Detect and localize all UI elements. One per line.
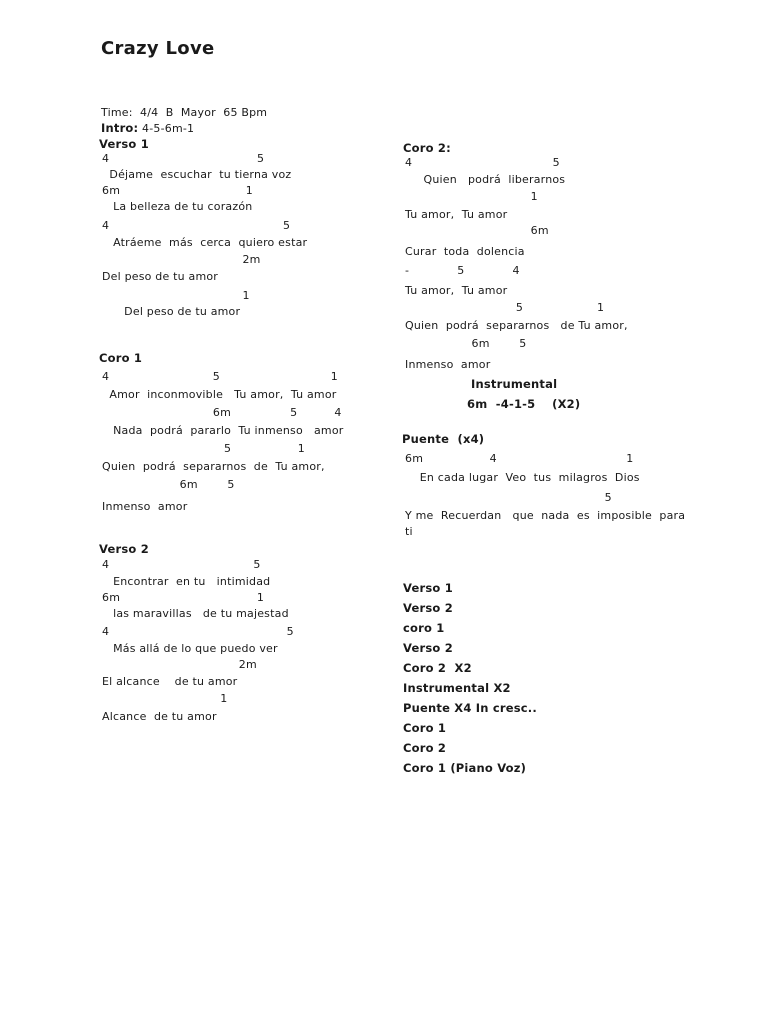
lyric-line: Del peso de tu amor bbox=[102, 270, 219, 283]
lyric-line: En cada lugar Veo tus milagros Dios bbox=[405, 471, 640, 484]
lyric-line: las maravillas de tu majestad bbox=[102, 607, 289, 620]
lyric-line: 6m 5 4 bbox=[102, 406, 342, 419]
lyric-line: Alcance de tu amor bbox=[102, 710, 217, 723]
lyric-line: Déjame escuchar tu tierna voz bbox=[102, 168, 292, 181]
lyric-line: 2m bbox=[102, 658, 257, 671]
lyric-line: Inmenso amor bbox=[102, 500, 188, 513]
instrumental-heading: Instrumental bbox=[471, 377, 558, 391]
lyric-line: Tu amor, Tu amor bbox=[405, 284, 508, 297]
time-line: Time: 4/4 B Mayor 65 Bpm bbox=[101, 106, 268, 119]
lyric-line: 4 5 bbox=[102, 219, 291, 232]
lyric-line: 4 5 bbox=[102, 625, 294, 638]
puente-heading: Puente (x4) bbox=[402, 432, 485, 446]
lyric-line: Y me Recuerdan que nada es imposible para bbox=[405, 509, 686, 522]
lyric-line: Quien podrá liberarnos bbox=[405, 173, 566, 186]
lyric-line: Tu amor, Tu amor bbox=[405, 208, 508, 221]
lyric-line: 1 bbox=[102, 289, 250, 302]
lyric-line: 1 bbox=[102, 692, 228, 705]
order-item: Verso 1 bbox=[403, 581, 453, 595]
coro2-heading: Coro 2: bbox=[403, 141, 451, 155]
lyric-line: ti bbox=[405, 525, 413, 538]
order-item: Verso 2 bbox=[403, 641, 453, 655]
lyric-line: Encontrar en tu intimidad bbox=[102, 575, 271, 588]
lyric-line: 5 1 bbox=[405, 301, 605, 314]
intro-value: 4-5-6m-1 bbox=[138, 122, 195, 135]
lyric-line: Del peso de tu amor bbox=[102, 305, 241, 318]
instrumental-chords: 6m -4-1-5 (X2) bbox=[467, 397, 581, 411]
coro1-heading: Coro 1 bbox=[99, 351, 143, 365]
order-item: Coro 1 bbox=[403, 721, 447, 735]
verso1-heading: Verso 1 bbox=[99, 137, 149, 151]
lyric-line: 6m 1 bbox=[102, 591, 265, 604]
intro-label: Intro: bbox=[101, 121, 139, 135]
lyric-line: 6m 5 bbox=[405, 337, 527, 350]
lyric-line: Nada podrá pararlo Tu inmenso amor bbox=[102, 424, 344, 437]
lyric-line: Inmenso amor bbox=[405, 358, 491, 371]
lyric-line: 6m 1 bbox=[102, 184, 253, 197]
lyric-line: La belleza de tu corazón bbox=[102, 200, 253, 213]
order-item: Coro 1 (Piano Voz) bbox=[403, 761, 527, 775]
lyric-line: 1 bbox=[405, 190, 538, 203]
lyric-line: 6m bbox=[405, 224, 549, 237]
intro-line bbox=[101, 122, 194, 135]
lyric-line: 5 bbox=[405, 491, 612, 504]
lyric-line: 6m 4 1 bbox=[405, 452, 634, 465]
order-item: Coro 2 X2 bbox=[403, 661, 472, 675]
lyric-line: Amor inconmovible Tu amor, Tu amor bbox=[102, 388, 337, 401]
lyric-line: 4 5 bbox=[102, 558, 261, 571]
order-item: Puente X4 In cresc.. bbox=[403, 701, 537, 715]
lyric-line: Curar toda dolencia bbox=[405, 245, 525, 258]
lyric-line: - 5 4 bbox=[405, 264, 520, 277]
lyric-line: Quien podrá separarnos de Tu amor, bbox=[102, 460, 325, 473]
lyric-line: 6m 5 bbox=[102, 478, 235, 491]
lyric-line: Quien podrá separarnos de Tu amor, bbox=[405, 319, 628, 332]
order-item: Coro 2 bbox=[403, 741, 447, 755]
lyric-line: 4 5 1 bbox=[102, 370, 338, 383]
lyric-line: 2m bbox=[102, 253, 261, 266]
song-title: Crazy Love bbox=[101, 38, 215, 59]
lyric-line: 4 5 bbox=[102, 152, 265, 165]
order-item: coro 1 bbox=[403, 621, 445, 635]
lyric-line: 5 1 bbox=[102, 442, 305, 455]
order-item: Verso 2 bbox=[403, 601, 453, 615]
verso2-heading: Verso 2 bbox=[99, 542, 149, 556]
lyric-line: El alcance de tu amor bbox=[102, 675, 238, 688]
order-item: Instrumental X2 bbox=[403, 681, 511, 695]
lyric-line: 4 5 bbox=[405, 156, 560, 169]
lyric-line: Atráeme más cerca quiero estar bbox=[102, 236, 308, 249]
lyric-line: Más allá de lo que puedo ver bbox=[102, 642, 278, 655]
